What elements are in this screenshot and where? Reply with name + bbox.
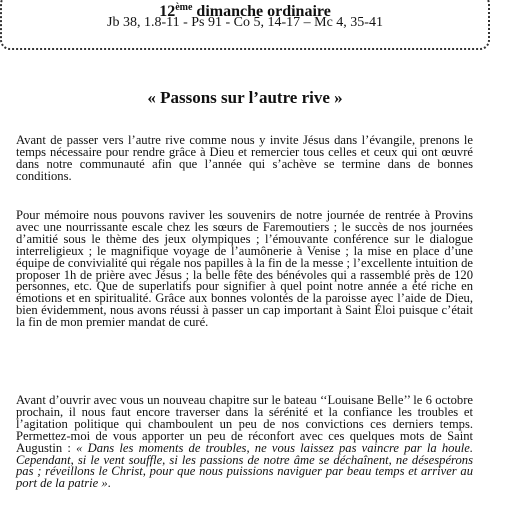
header-box [0, 0, 490, 50]
liturgical-day: 12ème dimanche ordinaire [159, 2, 331, 20]
scripture-readings: Jb 38, 1.8-11 - Ps 91 - Co 5, 14-17 – Mc 4, 35-41 [107, 15, 383, 30]
paragraph-thanksgiving: Avant de passer vers l’autre rive comme nous y invite Jésus dans l’évangile, prenons le temps nécessaire pour rendre grâce à Dieu et remercier tous celles et ceux qui ont œuvré dans notre communauté afin que l’année qui s’achève se termine dans de bonnes conditions. [16, 133, 473, 183]
article-title: « Passons sur l’autre rive » [147, 88, 343, 107]
paragraph-memories: Pour mémoire nous pouvons raviver les souvenirs de notre journée de rentrée à Provins avec une nourrissante escale chez les sœurs de Faremoutiers ; le succès de nos journées d’amitié sous le thème des jeux olympiques ; l’émouvante conférence sur le dialogue interreligieux ; le magnifique voyage de l’aumônerie à Venise ; la mise en place d’une équipe de convivialité qui régale nos papilles à la fin de la messe ; l’excellente intuition de proposer 1h de prière avec Jésus ; la belle fête des bénévoles qui a rassemblé près de 120 personnes, etc. Que de superlatifs pour signifier à quel point notre année a été riche en émotions et en spiritualité. Grâce aux bonnes volontés de la paroisse avec l’aide de Dieu, bien évidemment, nous avons réussi à passer un cap important à Saint Éloi puisque c’était la fin de mon premier mandat de curé. [16, 208, 473, 330]
augustine-quote: « Dans les moments de troubles, ne vous laissez pas vaincre par la houle. Cependant, si le vent souffle, si les passions de notre âme se déchaînent, ne désespérons pas ; réveillons le Christ, pour que nous puissions naviguer par beau temps et arriver au port de la patrie » [16, 440, 473, 491]
ordinal-suffix: ème [175, 2, 193, 13]
paragraph-new-chapter: Avant d’ouvrir avec vous un nouveau chapitre sur le bateau ‘‘Louisane Belle’’ le 6 octobre prochain, il nous faut encore traverser dans la sérénité et la confiance les troubles et l’agitation politique qui chamboulent un peu de nos convictions ces derniers temps. Permettez-moi de vous apporter un peu de réconfort avec ces quelques mots de Saint Augustin : « Dans les moments de troubles, ne vous laissez pas vaincre par la houle. Cependant, si le vent souffle, si les passions de notre âme se déchaînent, ne désespérons pas ; réveillons le Christ, pour que nous puissions naviguer par beau temps et arriver au port de la patrie ». [16, 393, 473, 491]
